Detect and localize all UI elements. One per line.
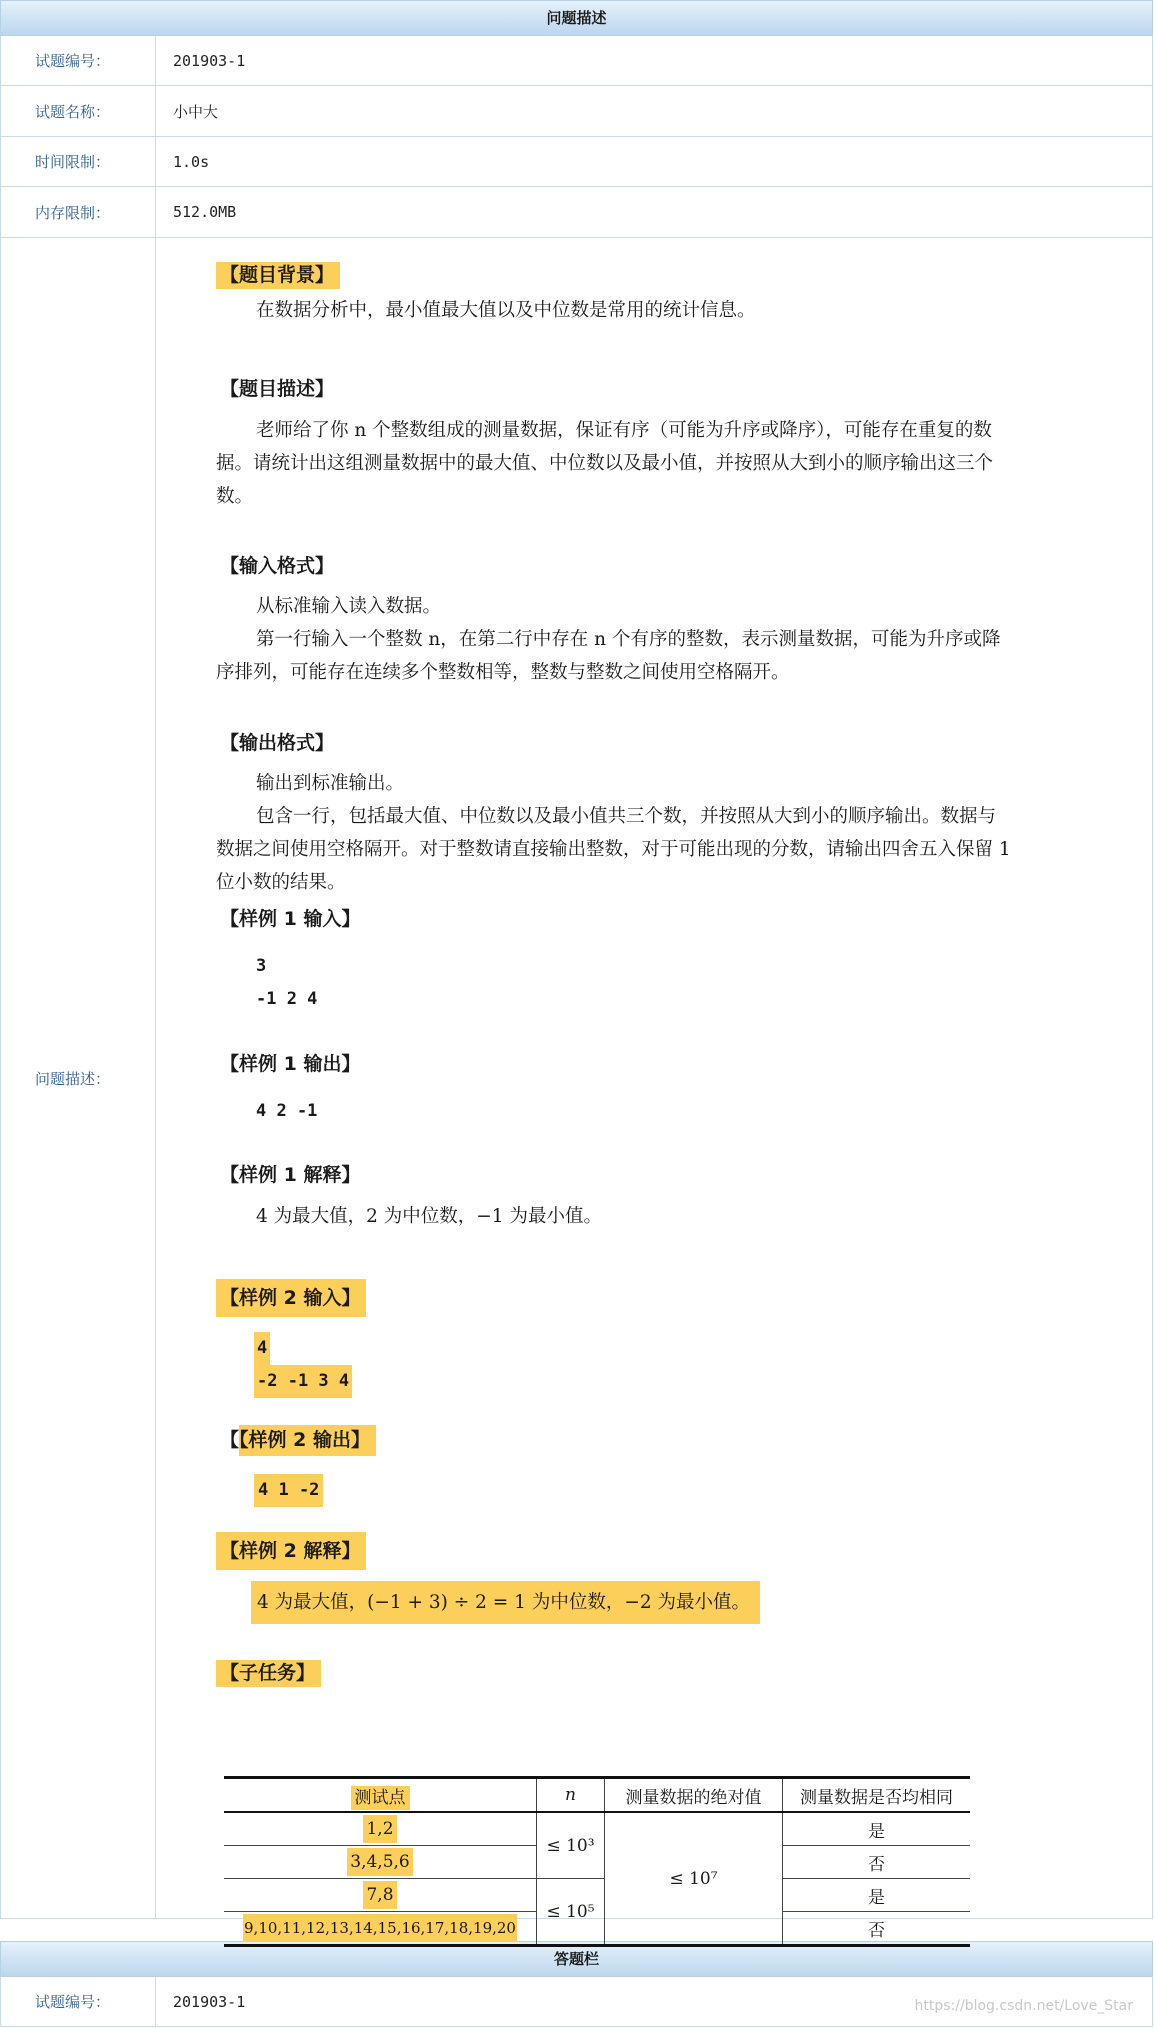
output-format-title: 【输出格式】 bbox=[220, 732, 335, 754]
field-row-time bbox=[0, 137, 1153, 187]
field-label: 内存限制： bbox=[1, 187, 156, 237]
sample1-input-line1: 3 bbox=[256, 956, 267, 976]
description-label: 问题描述： bbox=[1, 238, 156, 1918]
sample1-explain-title: 【样例 1 解释】 bbox=[220, 1164, 361, 1186]
subtask-points: 9,10,11,12,13,14,15,16,17,18,19,20 bbox=[224, 1912, 537, 1946]
table-row bbox=[224, 1879, 970, 1912]
input-format-p2: 第一行输入一个整数 n，在第二行中存在 n 个有序的整数，表示测量数据，可能为升序或降序排列，可能存在连续多个整数相等，整数与整数之间使用空格隔开。 bbox=[216, 629, 1001, 683]
sample1-input-line2: -1 2 4 bbox=[256, 989, 318, 1009]
subtask-same: 是 bbox=[783, 1879, 971, 1912]
subtask-points: 1,2 bbox=[224, 1812, 537, 1846]
sample2-explain: 4 为最大值，(−1 + 3) ÷ 2 = 1 为中位数，−2 为最小值。 bbox=[251, 1581, 760, 1624]
output-format-p2: 包含一行，包括最大值、中位数以及最小值共三个数，并按照从大到小的顺序输出。数据与数据之间使用空格隔开。对于整数请直接输出整数，对于可能出现的分数，请输出四舍五入保留 1 位小数的结果。 bbox=[216, 806, 1011, 893]
sample2-output: 4 1 -2 bbox=[254, 1474, 323, 1507]
subtasks-header-n: n bbox=[537, 1778, 605, 1813]
sample2-input-line1: 4 bbox=[254, 1332, 270, 1365]
description-body bbox=[156, 238, 1152, 1941]
input-format-p1: 从标准输入读入数据。 bbox=[256, 596, 442, 617]
subtask-n-small: ≤ 10³ bbox=[537, 1812, 605, 1879]
sample2-input-title: 【样例 2 输入】 bbox=[216, 1279, 366, 1317]
field-value: 1.0s bbox=[173, 152, 210, 171]
field-label: 试题名称： bbox=[1, 86, 156, 136]
description-text: 老师给了你 n 个整数组成的测量数据，保证有序（可能为升序或降序），可能存在重复的数据。请统计出这组测量数据中的最大值、中位数以及最小值，并按照从大到小的顺序输出这三个数。 bbox=[216, 420, 994, 507]
sample1-explain: 4 为最大值，2 为中位数，−1 为最小值。 bbox=[256, 1206, 602, 1227]
description-row bbox=[0, 238, 1153, 1941]
field-value: 小中大 bbox=[173, 102, 219, 121]
answer-header: 答题栏 bbox=[0, 1941, 1153, 1977]
subtasks-header-abs: 测量数据的绝对值 bbox=[605, 1778, 783, 1813]
subtask-points: 3,4,5,6 bbox=[224, 1846, 537, 1879]
table-row bbox=[224, 1812, 970, 1846]
field-value: 201903-1 bbox=[173, 1992, 246, 2011]
subtasks-header-same: 测量数据是否均相同 bbox=[783, 1778, 971, 1813]
subtasks-table bbox=[224, 1776, 970, 1947]
description-title: 【题目描述】 bbox=[220, 378, 335, 400]
input-format-title: 【输入格式】 bbox=[220, 555, 335, 577]
subtask-n-large: ≤ 10⁵ bbox=[537, 1879, 605, 1946]
subtask-same: 是 bbox=[783, 1812, 971, 1846]
output-format-p1: 输出到标准输出。 bbox=[256, 773, 405, 794]
field-value: 201903-1 bbox=[173, 51, 246, 70]
sample1-output-title: 【样例 1 输出】 bbox=[220, 1053, 361, 1075]
problem-header: 问题描述 bbox=[0, 0, 1153, 36]
subtask-abs: ≤ 10⁷ bbox=[605, 1812, 783, 1946]
sample2-input-line2: -2 -1 3 4 bbox=[254, 1365, 352, 1398]
subtask-same: 否 bbox=[783, 1912, 971, 1946]
subtask-points: 7,8 bbox=[224, 1879, 537, 1912]
sample1-output: 4 2 -1 bbox=[256, 1101, 318, 1121]
subtasks-title: 【子任务】 bbox=[216, 1660, 321, 1687]
subtasks-header-points: 测试点 bbox=[224, 1778, 537, 1813]
field-label: 试题编号： bbox=[1, 36, 156, 85]
background-text: 在数据分析中，最小值最大值以及中位数是常用的统计信息。 bbox=[256, 300, 756, 321]
sample2-output-title: 【【样例 2 输出】 bbox=[216, 1421, 382, 1459]
field-row-id bbox=[0, 36, 1153, 86]
field-label: 时间限制： bbox=[1, 137, 156, 186]
sample1-input-title: 【样例 1 输入】 bbox=[220, 908, 361, 930]
subtask-same: 否 bbox=[783, 1846, 971, 1879]
watermark: https://blog.csdn.net/Love_Star bbox=[914, 1998, 1133, 2014]
field-row-name bbox=[0, 86, 1153, 137]
background-title: 【题目背景】 bbox=[216, 262, 340, 289]
field-row-memory bbox=[0, 187, 1153, 238]
sample2-explain-title: 【样例 2 解释】 bbox=[216, 1532, 366, 1570]
sample2-output-title-text: 【样例 2 输出】 bbox=[239, 1425, 376, 1456]
field-value: 512.0MB bbox=[173, 203, 237, 221]
field-label: 试题编号： bbox=[1, 1977, 156, 2026]
